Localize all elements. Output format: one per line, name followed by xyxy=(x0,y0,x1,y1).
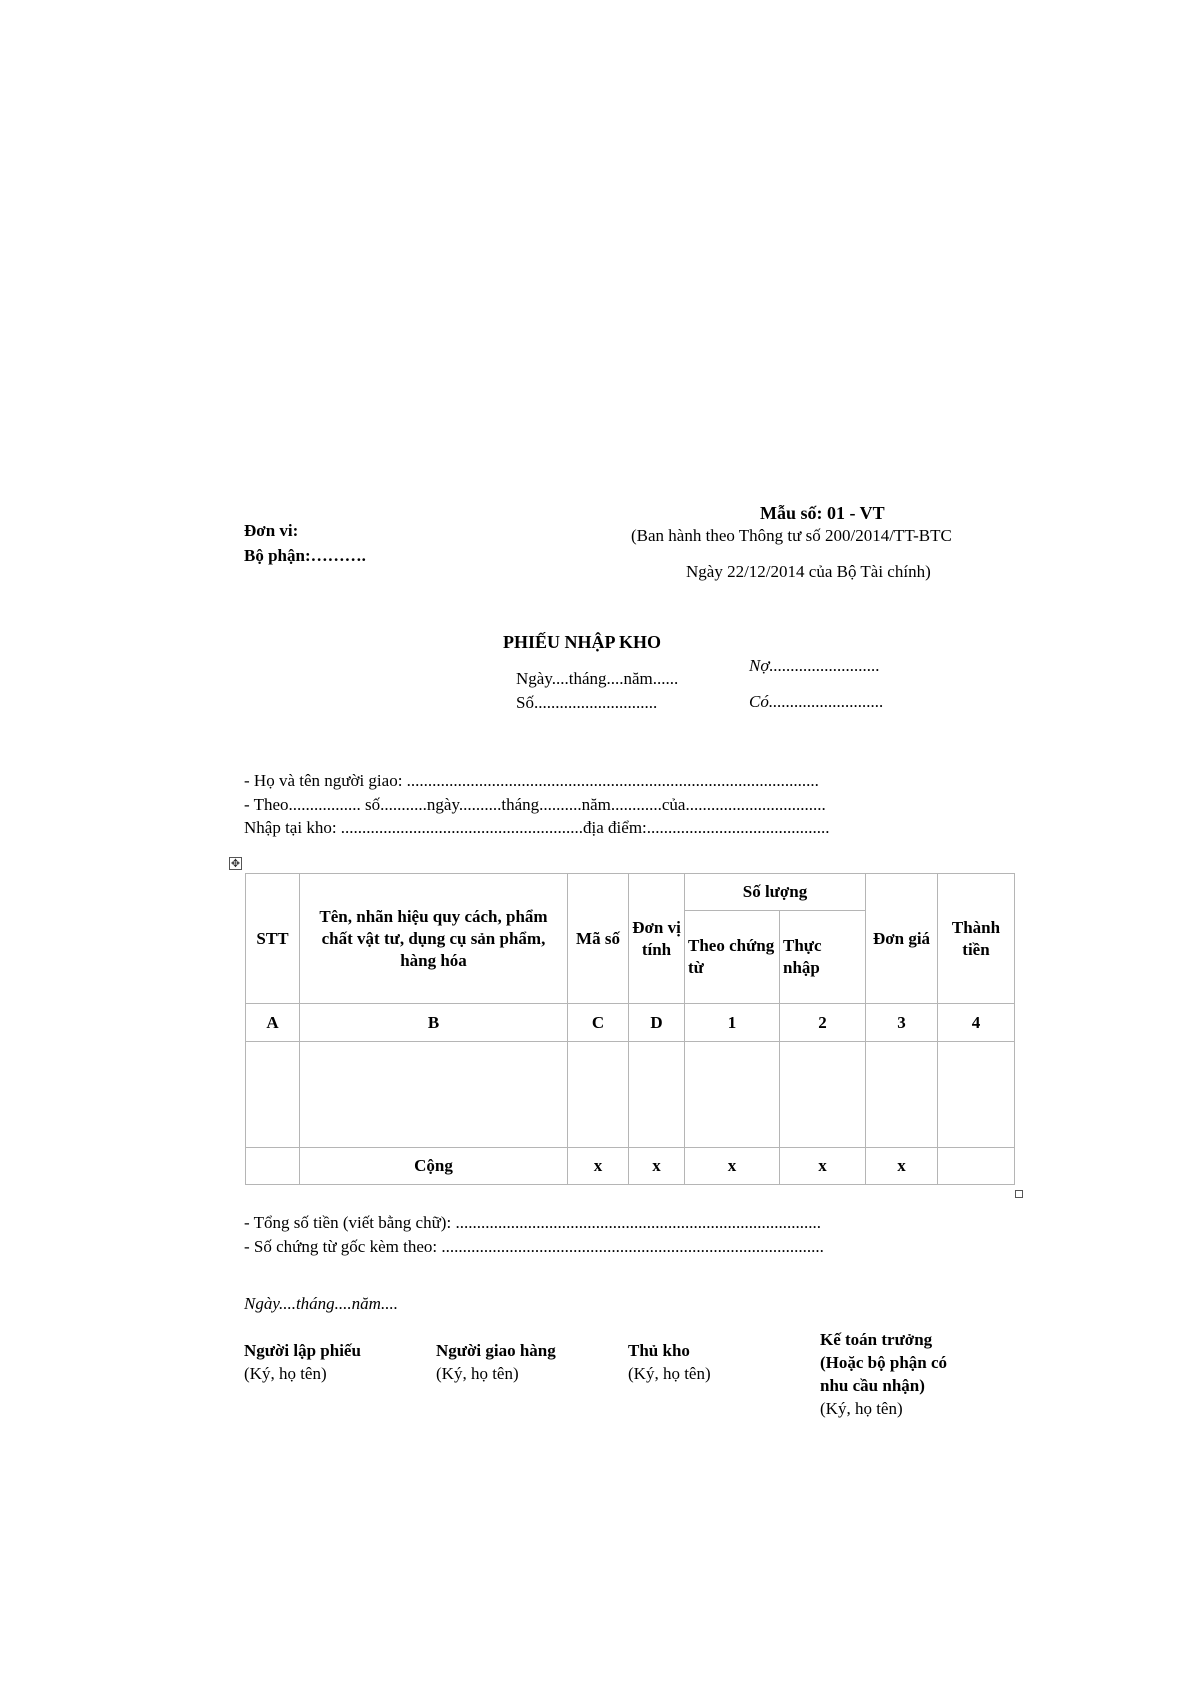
code-cell: A xyxy=(246,1004,300,1042)
form-number: Mẫu số: 01 - VT xyxy=(760,503,885,523)
table-code-row xyxy=(246,1004,1015,1042)
document-number-line: Số............................. xyxy=(516,693,658,712)
total-price: x xyxy=(866,1148,938,1185)
issued-date-line: Ngày 22/12/2014 của Bộ Tài chính) xyxy=(686,562,931,581)
total-code: x xyxy=(568,1148,629,1185)
accountant-title-2: (Hoặc bộ phận có xyxy=(820,1353,948,1372)
preparer-title: Người lập phiếu xyxy=(244,1341,361,1360)
amount-in-words-line: - Tổng số tiền (viết bằng chữ): ...................................................................................... xyxy=(244,1213,821,1232)
keeper-note: (Ký, họ tên) xyxy=(628,1364,711,1383)
table-cell[interactable] xyxy=(780,1042,866,1148)
debit-line: Nợ.......................... xyxy=(749,656,880,675)
deliverer-title: Người giao hàng xyxy=(436,1341,556,1360)
department-label: Bộ phận:………. xyxy=(244,546,366,565)
issued-by-line: (Ban hành theo Thông tư số 200/2014/TT-BTC xyxy=(631,526,952,545)
total-unit: x xyxy=(629,1148,685,1185)
preparer-signature xyxy=(244,1339,361,1385)
code-cell: 3 xyxy=(866,1004,938,1042)
code-cell: 4 xyxy=(938,1004,1015,1042)
total-label: Cộng xyxy=(300,1148,568,1185)
code-cell: C xyxy=(568,1004,629,1042)
table-cell[interactable] xyxy=(246,1042,300,1148)
according-to-line: - Theo................. số...........ngày..........tháng..........năm............của................................. xyxy=(244,795,826,814)
warehouse-line: Nhập tại kho: .........................................................địa điểm:........................................... xyxy=(244,818,830,837)
table-cell[interactable] xyxy=(866,1042,938,1148)
header-unit: Đơn vị tính xyxy=(629,874,685,1004)
code-cell: 2 xyxy=(780,1004,866,1042)
deliverer-name-line: - Họ và tên người giao: ................................................................................................. xyxy=(244,771,819,790)
document-date-line: Ngày....tháng....năm...... xyxy=(516,669,679,688)
header-amount: Thành tiền xyxy=(938,874,1015,1004)
attached-documents-line: - Số chứng từ gốc kèm theo: .......................................................................................... xyxy=(244,1237,824,1256)
table-cell[interactable] xyxy=(568,1042,629,1148)
header-stt: STT xyxy=(246,874,300,1004)
total-qty-doc: x xyxy=(685,1148,780,1185)
unit-label: Đơn vi: xyxy=(244,521,299,540)
header-qty-actual: Thực nhập xyxy=(780,911,866,1004)
total-stt-cell xyxy=(246,1148,300,1185)
deliverer-signature xyxy=(436,1339,556,1385)
header-name: Tên, nhãn hiệu quy cách, phẩm chất vật tư, dụng cụ sản phẩm, hàng hóa xyxy=(300,874,568,1004)
code-cell: B xyxy=(300,1004,568,1042)
header-quantity: Số lượng xyxy=(685,874,866,911)
accountant-title-1: Kế toán trưởng xyxy=(820,1330,933,1349)
table-row xyxy=(246,1042,1015,1148)
header-price: Đơn giá xyxy=(866,874,938,1004)
preparer-note: (Ký, họ tên) xyxy=(244,1364,327,1383)
table-total-row xyxy=(246,1148,1015,1185)
table-cell[interactable] xyxy=(685,1042,780,1148)
keeper-signature xyxy=(628,1339,711,1385)
header-qty-doc: Theo chứng từ xyxy=(685,911,780,1004)
accountant-title-3: nhu cầu nhận) xyxy=(820,1376,925,1395)
table-cell[interactable] xyxy=(300,1042,568,1148)
code-cell: D xyxy=(629,1004,685,1042)
table-cell[interactable] xyxy=(629,1042,685,1148)
header-code: Mã số xyxy=(568,874,629,1004)
total-amount xyxy=(938,1148,1015,1185)
signature-date: Ngày....tháng....năm.... xyxy=(244,1294,398,1313)
table-resize-handle-icon[interactable] xyxy=(1015,1190,1023,1198)
table-header-row xyxy=(246,874,1015,911)
accountant-signature xyxy=(820,1328,947,1420)
document-title: PHIẾU NHẬP KHO xyxy=(503,632,662,652)
code-cell: 1 xyxy=(685,1004,780,1042)
table-cell[interactable] xyxy=(938,1042,1015,1148)
goods-table xyxy=(245,873,1015,1185)
total-qty-actual: x xyxy=(780,1148,866,1185)
keeper-title: Thủ kho xyxy=(628,1341,690,1360)
table-move-handle-icon[interactable]: ✥ xyxy=(230,857,241,870)
deliverer-note: (Ký, họ tên) xyxy=(436,1364,519,1383)
credit-line: Có........................... xyxy=(749,692,884,711)
accountant-note: (Ký, họ tên) xyxy=(820,1399,903,1418)
